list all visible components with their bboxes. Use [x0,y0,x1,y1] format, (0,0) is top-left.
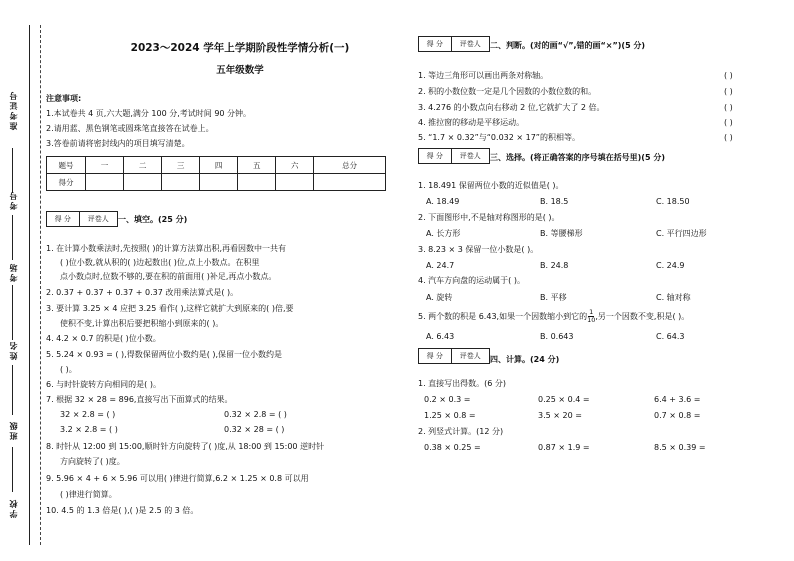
fraction-numerator: 1 [589,308,594,316]
q7-item: 3.2 × 2.8 = ( ) [60,425,118,434]
side-label-room: 考场 [9,262,18,282]
q7-item: 0.32 × 28 = ( ) [224,425,285,434]
judge-answer[interactable]: ( ) [724,71,733,80]
section-divider [418,51,488,52]
choice-option: B. 18.5 [540,197,569,206]
scorer-score-label: 得 分 [419,349,452,363]
score-table-cell: 题号 [47,157,86,174]
exam-title: 2023～2024 学年上学期阶段性学情分析(一) [130,42,350,54]
choice-option: B. 平移 [540,293,567,302]
q7-item: 32 × 2.8 = ( ) [60,410,116,419]
notice-item: 2.请用蓝、黑色钢笔或圆珠笔直接答在试卷上。 [46,124,214,133]
scorer-score-label: 得 分 [47,212,80,226]
choice-option: B. 24.8 [540,261,569,270]
side-field-exam-id [12,148,13,193]
fraction-denominator: 10 [587,316,596,324]
score-input-cell[interactable] [162,174,200,191]
q3-line: 3. 要计算 3.25 × 4 应把 3.25 看作( ),这样它就扩大到原来的( )倍,要 [46,304,294,313]
score-input-cell[interactable] [86,174,124,191]
section3-title: 三、选择。(将正确答案的序号填在括号里)(5 分) [490,153,665,162]
q5-line: 5. 5.24 × 0.93 = ( ),得数保留两位小数约是( ),保留一位小数约是 [46,350,283,359]
q7-line: 7. 根据 32 × 28 = 896,直接写出下面算式的结果。 [46,395,233,404]
vertical-calc-item: 0.87 × 1.9 = [538,443,590,452]
choice-option: B. 0.643 [540,332,574,341]
judge-item: 1. 等边三角形可以画出两条对称轴。 [418,71,549,80]
notice-heading: 注意事项: [46,94,82,103]
score-input-cell[interactable] [124,174,162,191]
q9-line: 9. 5.96 × 4 + 6 × 5.96 可以用( )律进行简算,6.2 × 1.25 × 0.8 可以用 [46,474,309,483]
seal-line [40,25,41,545]
scorer-reviewer-label: 评卷人 [459,352,481,360]
choice-option: A. 长方形 [426,229,461,238]
score-table-cell: 总分 [314,157,386,174]
choice-option: A. 18.49 [426,197,460,206]
choice-question-tail: ,另一个因数不变,积是( )。 [595,312,690,321]
calc-item: 6.4 + 3.6 = [654,395,701,404]
q1-line: ( )位小数,就从积的( )边起数出( )位,点上小数点。在积里 [60,258,260,267]
section2-title: 二、判断。(对的画“√”,错的画“×”)(5 分) [490,41,646,50]
scorer-score-label: 得 分 [419,149,452,163]
calc-item: 0.25 × 0.4 = [538,395,590,404]
scorer-box [46,211,118,227]
judge-answer[interactable]: ( ) [724,133,733,142]
q10-line: 10. 4.5 的 1.3 倍是( ),( )是 2.5 的 3 倍。 [46,506,199,515]
judge-item: 3. 4.276 的小数点向右移动 2 位,它就扩大了 2 倍。 [418,103,605,112]
choice-question: 5. 两个数的积是 6.43,如果一个因数缩小到它的 [418,312,588,321]
score-table-cell: 三 [162,157,200,174]
section4-title: 四、计算。(24 分) [490,355,560,364]
scorer-reviewer-label: 评卷人 [459,40,481,48]
judge-item: 5. “1.7 × 0.32”与“0.032 × 17”的积相等。 [418,133,580,142]
section-divider [418,363,488,364]
judge-item: 4. 推拉窗的移动是平移运动。 [418,118,525,127]
judge-answer[interactable]: ( ) [724,103,733,112]
side-label-name: 姓名 [9,340,18,360]
choice-question: 3. 8.23 × 3 保留一位小数是( )。 [418,245,539,254]
q4-line: 4. 4.2 × 0.7 的积是( )位小数。 [46,334,161,343]
judge-item: 2. 积的小数位数一定是几个因数的小数位数的和。 [418,87,597,96]
choice-option: A. 6.43 [426,332,455,341]
q9-line: ( )律进行简算。 [60,490,117,499]
choice-option: C. 64.3 [656,332,685,341]
scorer-box [418,348,490,364]
vertical-calc-item: 8.5 × 0.39 = [654,443,706,452]
score-input-cell[interactable] [200,174,238,191]
choice-question-5 [418,309,689,324]
score-input-cell[interactable] [238,174,276,191]
choice-option: C. 平行四边形 [656,229,707,238]
score-input-cell[interactable] [276,174,314,191]
choice-option: C. 轴对称 [656,293,691,302]
score-table-cell: 得分 [47,174,86,191]
scorer-reviewer-label: 评卷人 [459,152,481,160]
choice-question: 2. 下面图形中,不是轴对称图形的是( )。 [418,213,560,222]
q3-line: 使积不变,计算出积后要把积缩小到原来的( )。 [60,319,224,328]
vertical-calc-item: 0.38 × 0.25 = [424,443,481,452]
binding-line [29,25,30,545]
score-input-cell[interactable] [314,174,386,191]
q1-line: 1. 在计算小数乘法时,先按照( )的计算方法算出积,再看因数中一共有 [46,244,287,253]
score-table-row [47,174,386,191]
score-table-cell: 四 [200,157,238,174]
judge-answer[interactable]: ( ) [724,118,733,127]
calc-item: 0.7 × 0.8 = [654,411,701,420]
side-label-exam-id: 准考证号 [9,90,18,130]
score-table-cell: 二 [124,157,162,174]
side-field-number [12,215,13,260]
q6-line: 6. 与时针旋转方向相同的是( )。 [46,380,161,389]
scorer-reviewer-label: 评卷人 [87,215,109,223]
notice-item: 1.本试卷共 4 页,六大题,满分 100 分,考试时间 90 分钟。 [46,109,252,118]
section-divider [418,163,488,164]
q7-item: 0.32 × 2.8 = ( ) [224,410,287,419]
calc-item: 3.5 × 20 = [538,411,582,420]
side-field-name [12,365,13,415]
side-label-class: 班级 [9,420,18,440]
q2-line: 2. 0.37 + 0.37 + 0.37 + 0.37 改用乘法算式是( )。 [46,288,239,297]
choice-option: A. 24.7 [426,261,455,270]
calc-part2-title: 2. 列竖式计算。(12 分) [418,427,504,436]
exam-subject: 五年级数学 [216,65,264,76]
score-table [46,156,386,191]
judge-answer[interactable]: ( ) [724,87,733,96]
q8-line: 8. 时针从 12:00 到 15:00,顺时针方向旋转了( )度,从 18:00 到 15:00 逆时针 [46,442,325,451]
choice-question: 4. 汽车方向盘的运动属于( )。 [418,276,525,285]
score-table-cell: 五 [238,157,276,174]
score-table-header-row [47,157,386,174]
section1-title: 一、填空。(25 分) [118,215,188,224]
q1-line: 点小数点时,位数不够的,要在积的前面用( )补足,再点小数点。 [60,272,277,281]
calc-item: 0.2 × 0.3 = [424,395,471,404]
side-label-school: 学校 [9,498,18,518]
scorer-box [418,36,490,52]
choice-option: A. 旋转 [426,293,453,302]
score-table-cell: 一 [86,157,124,174]
choice-question: 1. 18.491 保留两位小数的近似值是( )。 [418,181,564,190]
calc-part1-title: 1. 直接写出得数。(6 分) [418,379,507,388]
notice-item: 3.答卷前请将密封线内的项目填写清楚。 [46,139,190,148]
choice-option: C. 18.50 [656,197,690,206]
side-label-number: 考号 [9,190,18,210]
scorer-score-label: 得 分 [419,37,452,51]
scorer-box [418,148,490,164]
choice-option: B. 等腰梯形 [540,229,583,238]
side-field-room [12,285,13,340]
side-field-class [12,447,13,492]
calc-item: 1.25 × 0.8 = [424,411,476,420]
score-table-cell: 六 [276,157,314,174]
choice-option: C. 24.9 [656,261,685,270]
q5-line: ( )。 [60,365,77,374]
q8-line: 方向旋转了( )度。 [60,457,125,466]
